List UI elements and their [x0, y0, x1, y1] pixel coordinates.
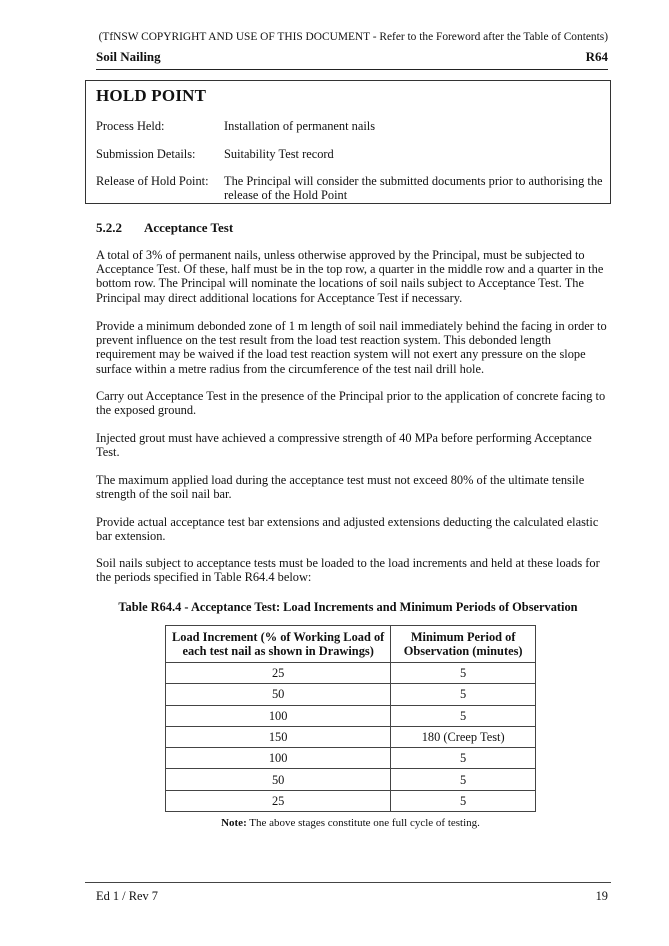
table-row — [166, 663, 536, 684]
hold-point-title: HOLD POINT — [96, 86, 207, 105]
edition-revision: Ed 1 / Rev 7 — [96, 889, 158, 903]
page-number: 19 — [595, 889, 608, 903]
table-row — [166, 726, 536, 747]
table-header-row — [166, 626, 536, 663]
acceptance-test-table — [165, 625, 536, 812]
hold-point-value: The Principal will consider the submitted documents prior to authorising the release of the Hold Point — [224, 174, 603, 202]
load-increment-cell: 25 — [166, 663, 391, 684]
hold-point-value: Installation of permanent nails — [224, 119, 376, 133]
header-divider — [96, 69, 608, 70]
observation-period-cell: 5 — [391, 769, 536, 790]
table-row — [166, 769, 536, 790]
observation-period-cell: 5 — [391, 748, 536, 769]
hold-point-label: Submission Details: — [96, 147, 196, 161]
table-row — [166, 790, 536, 811]
load-increment-cell: 100 — [166, 705, 391, 726]
hold-point-label: Release of Hold Point: — [96, 174, 209, 188]
document-title: Soil Nailing — [96, 49, 161, 64]
note-text: The above stages constitute one full cycle of testing. — [246, 817, 480, 829]
observation-period-cell: 180 (Creep Test) — [391, 726, 536, 747]
table-caption: Table R64.4 - Acceptance Test: Load Increments and Minimum Periods of Observation — [118, 600, 578, 614]
hold-point-label: Process Held: — [96, 119, 165, 133]
observation-period-cell: 5 — [391, 790, 536, 811]
table-row — [166, 684, 536, 705]
paragraph: The maximum applied load during the acceptance test must not exceed 80% of the ultimate tensile strength of the soil nail bar. — [96, 473, 585, 502]
load-increment-cell: 50 — [166, 769, 391, 790]
load-increment-cell: 50 — [166, 684, 391, 705]
column-header-minimum-period: Minimum Period of Observation (minutes) — [391, 626, 536, 663]
paragraph: Soil nails subject to acceptance tests must be loaded to the load increments and held at these loads for the periods specified in Table R64.4 below: — [96, 556, 600, 585]
column-header-load-increment: Load Increment (% of Working Load of each test nail as shown in Drawings) — [166, 626, 391, 663]
hold-point-box — [85, 80, 611, 204]
copyright-notice: (TfNSW COPYRIGHT AND USE OF THIS DOCUMENT - Refer to the Foreword after the Table of Contents) — [98, 31, 608, 43]
paragraph: Provide a minimum debonded zone of 1 m length of soil nail immediately behind the facing in order to prevent influence on the test result from the load test reaction system. This debonded length requirement may be waived if the load test reaction system will not exert any pressure on the slope surface within a metre radius from the circumference of the test nail drill hole. — [96, 319, 607, 376]
paragraph: Provide actual acceptance test bar extensions and adjusted extensions deducting the calculated elastic bar extension. — [96, 515, 599, 544]
section-heading — [96, 220, 233, 236]
load-increment-cell: 25 — [166, 790, 391, 811]
observation-period-cell: 5 — [391, 663, 536, 684]
table-row — [166, 748, 536, 769]
table-row — [166, 705, 536, 726]
table-note — [165, 817, 536, 829]
paragraph: Carry out Acceptance Test in the presence of the Principal prior to the application of concrete facing to the exposed ground. — [96, 389, 606, 418]
document-code: R64 — [585, 49, 608, 64]
paragraph: Injected grout must have achieved a compressive strength of 40 MPa before performing Acceptance Test. — [96, 431, 592, 460]
observation-period-cell: 5 — [391, 705, 536, 726]
section-title: Acceptance Test — [144, 220, 234, 235]
load-increment-cell: 100 — [166, 748, 391, 769]
section-number: 5.2.2 — [96, 220, 122, 235]
hold-point-value: Suitability Test record — [224, 147, 334, 161]
footer-divider — [85, 882, 611, 883]
load-increment-cell: 150 — [166, 726, 391, 747]
note-label: Note: — [221, 817, 247, 829]
observation-period-cell: 5 — [391, 684, 536, 705]
paragraph: A total of 3% of permanent nails, unless otherwise approved by the Principal, must be subjected to Acceptance Test. Of these, half must be in the top row, a quarter in the middle row and a quarter in the bottom row. The Principal will nominate the locations of soil nails subject to Acceptance Test. The Principal may direct additional locations for Acceptance Test if necessary. — [96, 248, 604, 305]
